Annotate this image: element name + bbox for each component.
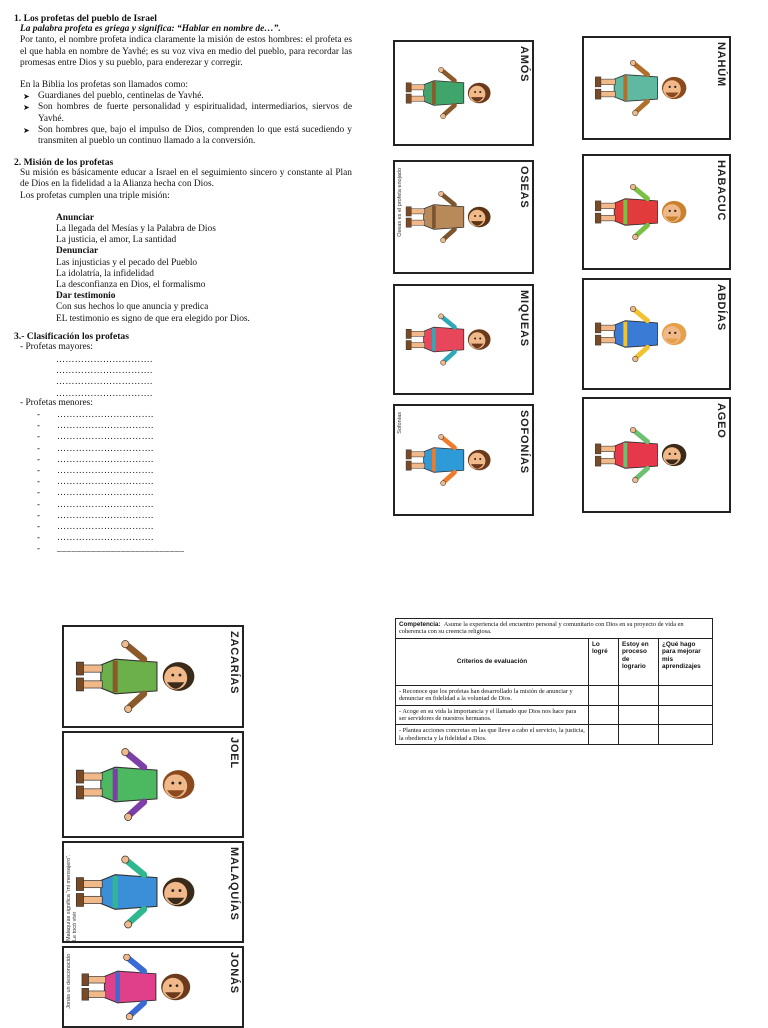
mission-line: La llegada del Mesías y la Palabra de Dios bbox=[56, 224, 216, 235]
menores-block bbox=[14, 398, 352, 409]
header-proceso: Estoy en proceso de logrario bbox=[619, 638, 659, 685]
prophet-card-habacuc bbox=[582, 154, 731, 270]
mission-line: Con sus hechos lo que anuncia y predica bbox=[56, 302, 209, 313]
section1-bullet-2: ➤ Son hombres de fuerte personalidad y espiritualidad, intermediarios, siervos de Yavhé. bbox=[20, 102, 352, 124]
prophet-figure-icon bbox=[592, 162, 703, 262]
dash-marker: - bbox=[37, 543, 41, 554]
table-row bbox=[396, 725, 713, 745]
prophet-name: NAHÚM bbox=[715, 42, 727, 87]
table-row bbox=[396, 685, 713, 705]
mission-line: La justicia, el amor, La santidad bbox=[56, 235, 177, 246]
section1-subtitle: La palabra profeta es griega y significa: “Hablar en nombre de…”. bbox=[20, 24, 281, 35]
prophet-name: ZACARÍAS bbox=[228, 631, 240, 695]
blank-line: …………………………. bbox=[57, 409, 154, 419]
prophet-name: OSEAS bbox=[518, 166, 530, 209]
prophet-name: HABACUC bbox=[715, 160, 727, 222]
prophet-figure-icon bbox=[72, 739, 216, 830]
section1-title: 1. Los profetas del pueblo de Israel bbox=[14, 13, 157, 24]
mission-heading-testimonio: Dar testimonio bbox=[56, 291, 116, 302]
mayores-blanks bbox=[56, 354, 153, 399]
triple-mission-list bbox=[56, 213, 352, 325]
competencia-cell bbox=[396, 619, 713, 639]
prophet-figure-icon bbox=[403, 48, 506, 138]
header-criterios: Criterios de evaluación bbox=[396, 638, 589, 685]
menores-blank-row bbox=[37, 465, 184, 476]
prophet-name: MALAQUÍAS bbox=[228, 847, 240, 921]
mission-line: La idolatría, la infidelidad bbox=[56, 268, 154, 279]
prophet-name: AMÓS bbox=[518, 46, 530, 83]
dash-marker: - bbox=[37, 487, 41, 498]
section2-intro: Su misión es básicamente educar a Israel en el seguimiento sincero y constante al Plan de Dios en la fidelidad a la Alianza hecha con Dios. bbox=[20, 168, 352, 190]
prophet-side-note: Jonás un desconocido bbox=[66, 954, 72, 1009]
blank-line: …………………………. bbox=[56, 354, 153, 364]
section-mision bbox=[14, 157, 352, 325]
blank-line: …………………………. bbox=[57, 420, 154, 431]
prophet-name: ABDÍAS bbox=[715, 284, 727, 331]
menores-blank-row bbox=[37, 409, 184, 420]
section2-lead: Los profetas cumplen una triple misión: bbox=[20, 190, 170, 201]
menores-blank-row bbox=[37, 543, 184, 554]
competencia-text: Asume la experiencia del encuentro personal y comunitario con Dios en su proyecto de vida en coherencia con su creencia religiosa. bbox=[399, 621, 684, 636]
check-cell[interactable] bbox=[619, 685, 659, 705]
section1-lead: En la Biblia los profetas son llamados como: bbox=[20, 80, 188, 91]
mission-heading-denunciar: Denunciar bbox=[56, 246, 99, 257]
prophet-name: MIQUEAS bbox=[518, 290, 530, 347]
prophet-side-note: Sofonías bbox=[397, 412, 403, 434]
answer-cell[interactable] bbox=[659, 685, 713, 705]
prophet-side-note: Oseas es el profeta enojado bbox=[397, 168, 403, 237]
section1-intro: Por tanto, el nombre profeta indica claramente la misión de estos hombres: el profeta es el que habla en nombre de Yavhé; es su voz viva en medio del pueblo, para recordar las promesas entre Dios y su pueblo, para enderezar y corregir. bbox=[20, 35, 352, 68]
dash-marker: - bbox=[37, 498, 41, 509]
blank-line: …………………………. bbox=[57, 532, 154, 543]
prophet-figure-icon bbox=[592, 286, 703, 382]
prophet-card-jonas bbox=[62, 946, 244, 1028]
menores-blank-row bbox=[37, 454, 184, 465]
menores-label: - Profetas menores: bbox=[20, 398, 93, 408]
answer-cell[interactable] bbox=[659, 725, 713, 745]
menores-blank-row bbox=[37, 499, 184, 510]
menores-blank-row bbox=[37, 487, 184, 498]
menores-blank-row bbox=[37, 420, 184, 431]
prophet-card-malaquias bbox=[62, 841, 244, 943]
answer-cell[interactable] bbox=[659, 705, 713, 725]
criterio-cell: - Reconoce que los profetas han desarrollado la misión de anunciar y denunciar en fidelidad a la voluntad de Dios. bbox=[396, 685, 589, 705]
prophet-figure-icon bbox=[403, 292, 506, 387]
blank-line: __________________________ bbox=[57, 543, 185, 554]
section3-title: 3.- Clasificación los profetas bbox=[14, 331, 129, 342]
menores-blank-row bbox=[37, 510, 184, 521]
criterio-cell: - Plantea acciones concretas en las que lleve a cabo el servicio, la justicia, la obediencia y la fidelidad a Dios. bbox=[396, 725, 589, 745]
check-cell[interactable] bbox=[589, 685, 619, 705]
prophet-card-nahum bbox=[582, 36, 731, 140]
prophet-card-amos bbox=[393, 40, 534, 146]
dash-marker: - bbox=[37, 453, 41, 464]
check-cell[interactable] bbox=[619, 725, 659, 745]
prophet-figure-icon bbox=[72, 849, 216, 935]
dash-marker: - bbox=[37, 521, 41, 532]
check-cell[interactable] bbox=[589, 705, 619, 725]
header-mejorar: ¿Qué hago para mejorar mis aprendizajes bbox=[659, 638, 713, 685]
menores-blank-row bbox=[37, 532, 184, 543]
check-cell[interactable] bbox=[589, 725, 619, 745]
criterio-cell: - Acoge en su vida la importancia y el llamado que Dios nos hace para ser servidores de nuestros hermanos. bbox=[396, 705, 589, 725]
prophet-card-oseas bbox=[393, 160, 534, 274]
prophet-figure-icon bbox=[403, 412, 506, 508]
dash-marker: - bbox=[37, 509, 41, 520]
prophet-card-joel bbox=[62, 731, 244, 838]
section1-bullet-1: ➤ Guardianes del pueblo, centinelas de Yavhé. bbox=[20, 91, 352, 102]
blank-line: …………………………. bbox=[57, 487, 154, 498]
header-logre: Lo logré bbox=[589, 638, 619, 685]
dash-marker: - bbox=[37, 532, 41, 543]
prophet-card-zacarias bbox=[62, 625, 244, 728]
criterio-text: Reconoce que los profetas han desarrollado la misión de anunciar y denunciar en fidelidad a la voluntad de Dios. bbox=[399, 687, 573, 703]
blank-line: …………………………. bbox=[56, 376, 153, 387]
blank-line: …………………………. bbox=[57, 431, 154, 442]
prophet-figure-icon bbox=[403, 168, 506, 266]
mission-line: EL testimonio es signo de que era elegido por Dios. bbox=[56, 313, 250, 324]
competencia-label: Competencia: bbox=[399, 621, 441, 628]
mission-line: Las injusticias y el pecado del Pueblo bbox=[56, 257, 198, 268]
section-clasificacion bbox=[14, 331, 352, 353]
prophet-card-ageo bbox=[582, 397, 731, 513]
evaluation-table bbox=[395, 618, 713, 745]
blank-line: …………………………. bbox=[57, 453, 154, 464]
blank-line: …………………………. bbox=[57, 465, 154, 476]
prophet-figure-icon bbox=[72, 954, 216, 1020]
dash-marker: - bbox=[37, 409, 41, 419]
dash-marker: - bbox=[37, 420, 41, 431]
prophet-name: SOFONÍAS bbox=[518, 410, 530, 474]
blank-line: …………………………. bbox=[57, 442, 154, 453]
table-row bbox=[396, 705, 713, 725]
prophet-name: JONÁS bbox=[228, 952, 240, 994]
dash-marker: - bbox=[37, 476, 41, 487]
menores-blanks bbox=[37, 409, 184, 555]
menores-blank-row bbox=[37, 521, 184, 532]
prophet-figure-icon bbox=[592, 405, 703, 505]
section-profetas-israel bbox=[14, 13, 352, 147]
prophet-name: JOEL bbox=[228, 737, 240, 769]
blank-line: …………………………. bbox=[57, 509, 154, 520]
menores-blank-row bbox=[37, 431, 184, 442]
menores-blank-row bbox=[37, 476, 184, 487]
criterio-text: Plantea acciones concretas en las que lleve a cabo el servicio, la justicia, la obediencia y la fidelidad a Dios. bbox=[399, 727, 585, 742]
check-cell[interactable] bbox=[619, 705, 659, 725]
prophet-card-abdias bbox=[582, 278, 731, 390]
dash-marker: - bbox=[37, 431, 41, 442]
blank-line: …………………………. bbox=[57, 521, 154, 532]
prophet-side-note: Malaquías significa “mi mensajero”. Le tocó vivir bbox=[66, 854, 78, 941]
prophet-card-sofonias bbox=[393, 404, 534, 516]
section1-bullet-3: ➤ Son hombres que, bajo el impulso de Dios, comprenden lo que está sucediendo y transmiten al pueblo un continuo llamado a la conversión. bbox=[20, 125, 352, 147]
menores-blank-row bbox=[37, 443, 184, 454]
mission-line: La desconfianza en Dios, el formalismo bbox=[56, 280, 206, 291]
blank-line: …………………………. bbox=[56, 387, 153, 398]
blank-line: …………………………. bbox=[57, 476, 154, 487]
prophet-name: AGEO bbox=[715, 403, 727, 439]
prophet-figure-icon bbox=[592, 44, 703, 132]
prophet-card-miqueas bbox=[393, 284, 534, 395]
section2-title: 2. Misión de los profetas bbox=[14, 157, 114, 168]
blank-line: …………………………. bbox=[57, 498, 154, 509]
mission-heading-anunciar: Anunciar bbox=[56, 212, 95, 223]
mayores-label: - Profetas mayores: bbox=[20, 342, 93, 353]
dash-marker: - bbox=[37, 442, 41, 453]
criterio-text: Acoge en su vida la importancia y el llamado que Dios nos hace para ser servidores de nuestros hermanos. bbox=[399, 707, 577, 723]
dash-marker: - bbox=[37, 465, 41, 476]
blank-line: …………………………. bbox=[56, 365, 153, 376]
prophet-figure-icon bbox=[72, 633, 216, 720]
